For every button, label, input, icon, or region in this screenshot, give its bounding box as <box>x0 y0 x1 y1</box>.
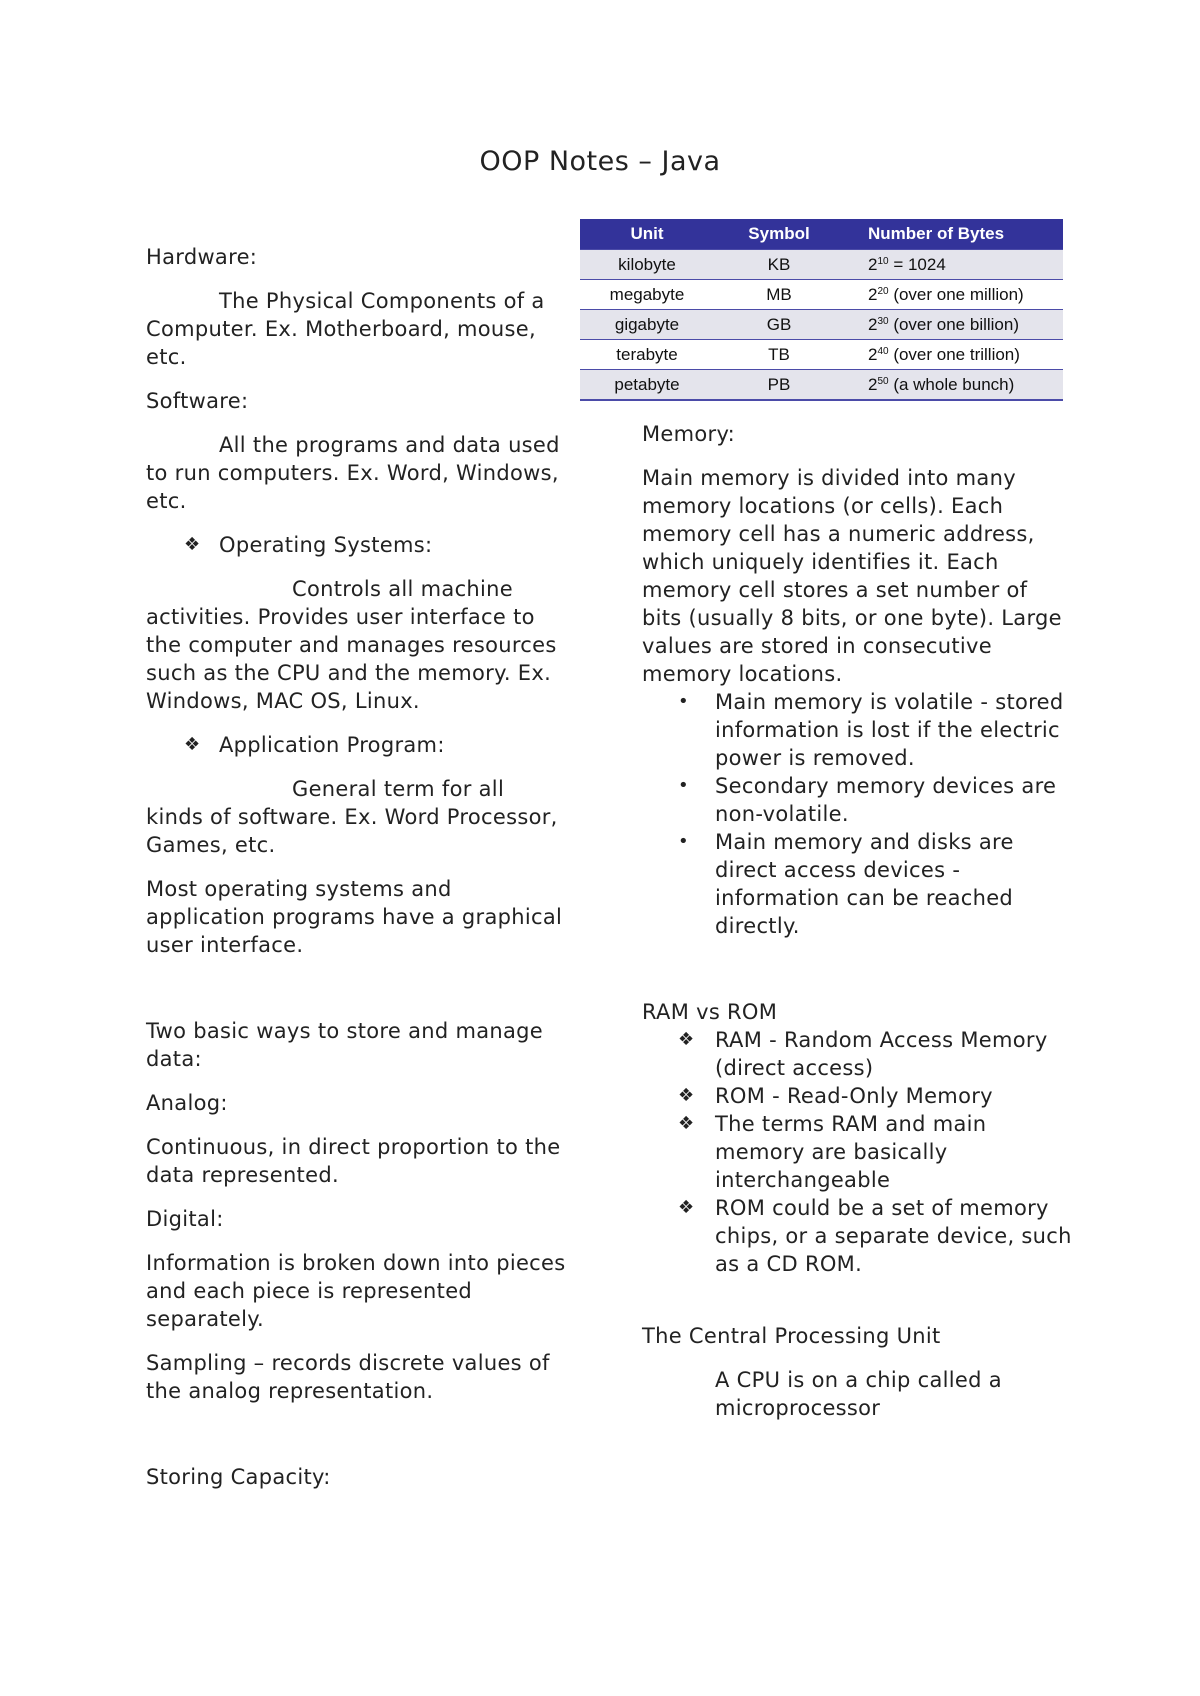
ram-rom-heading: RAM vs ROM <box>642 1000 778 1024</box>
app-text: General term for all kinds of software. Ex. Word Processor, Games, etc. <box>146 777 558 857</box>
symbol-cell: GB <box>714 310 844 340</box>
symbol-cell: PB <box>714 370 844 401</box>
ram-rom-bullet-list <box>642 1026 1072 1278</box>
bullet-dot-icon: • <box>678 691 689 712</box>
unit-cell: petabyte <box>580 370 714 401</box>
table-row <box>580 340 1063 370</box>
symbol-cell: TB <box>714 340 844 370</box>
gui-text: Most operating systems and application programs have a graphical user interface. <box>146 877 563 957</box>
symbol-cell: KB <box>714 250 844 280</box>
ways-text: Two basic ways to store and manage data: <box>146 1019 544 1071</box>
bytes-cell: $2^{20}$ (over one million) <box>844 280 1063 310</box>
list-item: • Main memory is volatile - stored information is lost if the electric power is removed. <box>678 690 1064 770</box>
unit-cell: megabyte <box>580 280 714 310</box>
table-row <box>580 250 1063 280</box>
app-heading-row <box>146 731 566 759</box>
bullet-dot-icon: • <box>678 775 689 796</box>
bytes-cell: $2^{40}$ (over one trillion) <box>844 340 1063 370</box>
digital-text: Information is broken down into pieces and each piece is represented separately. <box>146 1251 566 1331</box>
list-item: ❖ ROM could be a set of memory chips, or a separate device, such as a CD ROM. <box>678 1196 1072 1276</box>
diamond-bullet-icon: ❖ <box>678 1029 695 1050</box>
list-item: • Secondary memory devices are non-volatile. <box>678 774 1057 826</box>
list-item: • Main memory and disks are direct access devices - information can be reached directly. <box>678 830 1014 938</box>
diamond-bullet-icon: ❖ <box>184 534 201 555</box>
os-text: Controls all machine activities. Provides user interface to the computer and manages resources such as the CPU and the memory. Ex. Windows, MAC OS, Linux. <box>146 577 557 713</box>
memory-heading: Memory: <box>642 422 736 446</box>
diamond-bullet-icon: ❖ <box>678 1113 695 1134</box>
diamond-bullet-icon: ❖ <box>184 734 201 755</box>
capacity-heading: Storing Capacity: <box>146 1465 331 1489</box>
diamond-bullet-icon: ❖ <box>678 1085 695 1106</box>
sampling-text: Sampling – records discrete values of the analog representation. <box>146 1351 550 1403</box>
analog-text: Continuous, in direct proportion to the data represented. <box>146 1135 561 1187</box>
software-heading: Software: <box>146 389 249 413</box>
symbol-cell: MB <box>714 280 844 310</box>
bytes-cell: $2^{50}$ (a whole bunch) <box>844 370 1063 401</box>
right-column <box>642 420 1072 1422</box>
table-row <box>580 310 1063 340</box>
page-title: OOP Notes – Java <box>479 146 721 177</box>
memory-text: Main memory is divided into many memory locations (or cells). Each memory cell has a numeric address, which uniquely identifies it. Each memory cell stores a set number of bits (usually 8 bits, or one byte). Large values are stored in consecutive memory locations. <box>642 466 1062 686</box>
left-column <box>146 243 566 1491</box>
cpu-heading: The Central Processing Unit <box>642 1324 941 1348</box>
bullet-dot-icon: • <box>678 831 689 852</box>
software-text: All the programs and data used to run computers. Ex. Word, Windows, etc. <box>146 433 560 513</box>
os-heading: Operating Systems: <box>219 533 433 557</box>
list-item: ❖ The terms RAM and main memory are basically interchangeable <box>678 1112 987 1192</box>
diamond-bullet-icon: ❖ <box>678 1197 695 1218</box>
unit-cell: gigabyte <box>580 310 714 340</box>
list-item: ❖ ROM - Read-Only Memory <box>678 1084 993 1108</box>
analog-heading: Analog: <box>146 1091 228 1115</box>
header-unit: Unit <box>580 219 714 250</box>
hardware-heading: Hardware: <box>146 245 258 269</box>
table-row <box>580 280 1063 310</box>
bytes-cell: $2^{30}$ (over one billion) <box>844 310 1063 340</box>
unit-cell: kilobyte <box>580 250 714 280</box>
hardware-text: The Physical Components of a Computer. Ex. Motherboard, mouse, etc. <box>146 289 545 369</box>
cpu-text: A CPU is on a chip called a microprocessor <box>715 1368 1002 1420</box>
header-bytes: Number of Bytes <box>844 219 1063 250</box>
header-symbol: Symbol <box>714 219 844 250</box>
app-heading: Application Program: <box>219 733 445 757</box>
byte-units-table <box>580 219 1063 401</box>
memory-bullet-list <box>642 688 1072 940</box>
table-header-row <box>580 219 1063 250</box>
digital-heading: Digital: <box>146 1207 224 1231</box>
os-heading-row <box>146 531 566 559</box>
unit-cell: terabyte <box>580 340 714 370</box>
bytes-cell: $2^{10} = 1024$ <box>844 250 1063 280</box>
table-row <box>580 370 1063 401</box>
list-item: ❖ RAM - Random Access Memory (direct access) <box>678 1028 1048 1080</box>
